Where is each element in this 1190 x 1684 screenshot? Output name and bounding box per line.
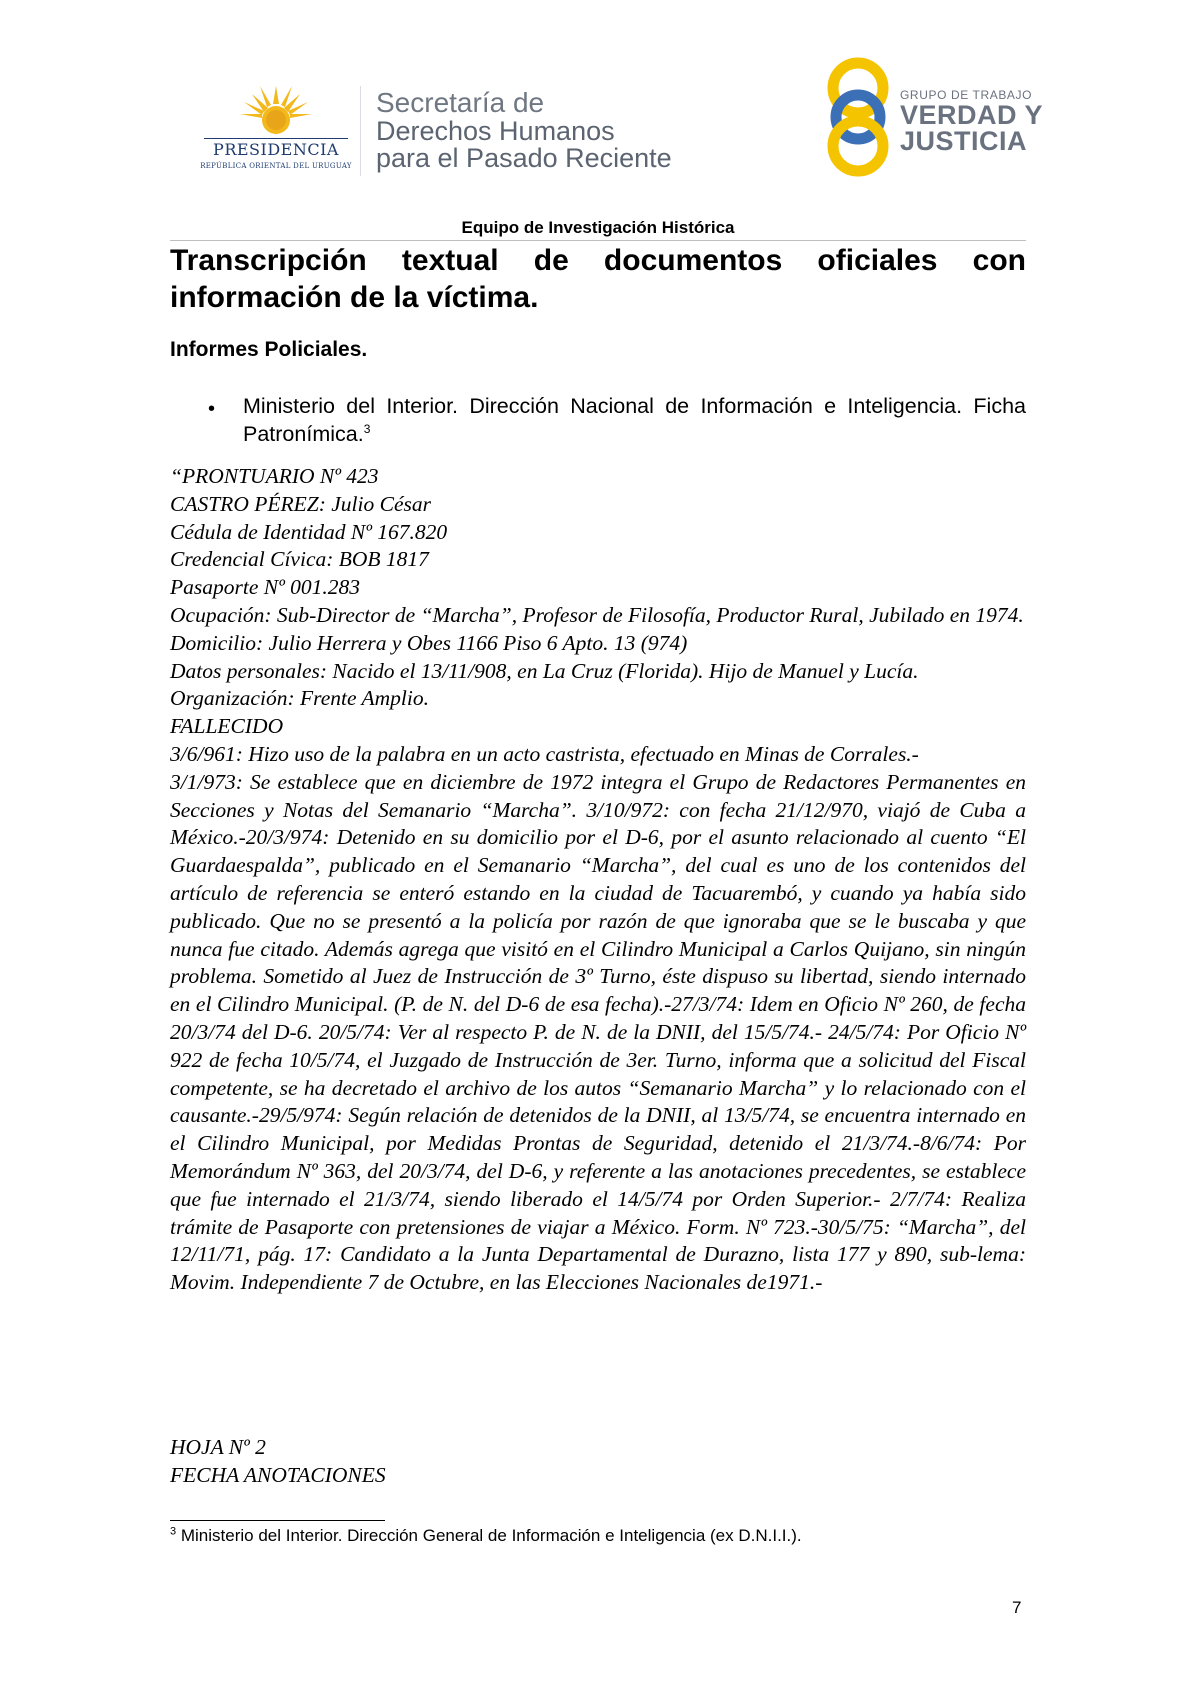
interlocked-rings-icon [822, 54, 894, 180]
transcript-occupation: Ocupación: Sub-Director de “Marcha”, Profesor de Filosofía, Productor Rural, Jubilado en 1974. [170, 602, 1024, 627]
grupo-line3: JUSTICIA [900, 126, 1028, 156]
header-divider [360, 86, 361, 176]
grupo-line2: VERDAD Y [900, 100, 1044, 130]
footnote-reference[interactable]: 3 [363, 421, 371, 436]
hoja-block [170, 1434, 386, 1490]
footnote-rule [170, 1520, 385, 1521]
transcript-line: Credencial Cívica: BOB 1817 [170, 547, 429, 572]
presidencia-title: PRESIDENCIA [213, 140, 339, 159]
transcript-line: Pasaporte Nº 001.283 [170, 575, 361, 600]
bullet-item [243, 392, 1026, 448]
document-title: Transcripción textual de documentos oficiales con información de la víctima. [170, 244, 1026, 314]
hoja-line: HOJA Nº 2 [170, 1435, 266, 1459]
footnote-number: 3 [170, 1525, 177, 1538]
secretaria-line2: Derechos Humanos [376, 116, 615, 146]
transcript-line: Datos personales: Nacido el 13/11/908, en La Cruz (Florida). Hijo de Manuel y Lucía. [170, 658, 919, 683]
hoja-line: FECHA ANOTACIONES [170, 1462, 386, 1487]
secretaria-logotype [376, 88, 672, 172]
presidencia-rule [204, 138, 348, 139]
secretaria-line3: para el Pasado Reciente [376, 143, 672, 173]
bullet-text: Ministerio del Interior. Dirección Nacional de Información e Inteligencia. Ficha Patronímica. [243, 394, 1026, 446]
secretaria-line1: Secretaría de [376, 87, 545, 118]
grupo-trabajo-logotype [900, 88, 1043, 154]
team-heading: Equipo de Investigación Histórica [461, 218, 735, 237]
presidencia-subtitle: REPÚBLICA ORIENTAL DEL URUGUAY [200, 162, 352, 170]
transcript-line: Domicilio: Julio Herrera y Obes 1166 Piso 6 Apto. 13 (974) [170, 630, 688, 655]
section-heading: Informes Policiales. [170, 338, 368, 361]
transcript-paragraph: 3/1/973: Se establece que en diciembre de 1972 integra el Grupo de Redactores Permanentes en Secciones y Notas del Semanario “Marcha”. 3/10/972: con fecha 21/12/970, viajó de Cuba a México.-20/3/974: Detenido en su domicilio por el D-6, por el asunto relacionado al cuento “El Guardaespalda”, publicado en el Semanario “Marcha”, del cual es uno de los contenidos del artículo de referencia se enteró estando en la ciudad de Tacuarembó, y cuando ya había sido publicado. Que no se presentó a la policía por razón de que ignoraba que se le buscaba y que nunca fue citado. Además agrega que visitó en el Cilindro Municipal a Carlos Quijano, sin ningún problema. Sometido al Juez de Instrucción de 3º Turno, éste dispuso su libertad, siendo internado en el Cilindro Municipal. (P. de N. del D-6 de esa fecha).-27/3/74: Idem en Oficio Nº 260, de fecha 20/3/74 del D-6. 20/5/74: Ver al respecto P. de N. de la DNII, del 15/5/74.- 24/5/74: Por Oficio Nº 922 de fecha 10/5/74, el Juzgado de Instrucción de 3er. Turno, informa que a solicitud del Fiscal competente, se ha decretado el archivo de los autos “Semanario Marcha” y lo relacionado con el causante.-29/5/974: Según relación de detenidos de la DNII, al 13/5/74, se encuentra internado en el Cilindro Municipal, por Medidas Prontas de Seguridad, detenido el 21/3/74.-8/6/74: Por Memorándum Nº 363, del 20/3/74, del D-6, y referente a las anotaciones precedentes, se establece que fue internado el 21/3/74, siendo liberado el 14/5/74 por Orden Superior.- 2/7/74: Realiza trámite de Pasaporte con pretensiones de viajar a México. Form. Nº 723.-30/5/75: “Marcha”, del 12/11/71, pág. 17: Candidato a la Junta Departamental de Durazno, lista 177 y 890, sub-lema: Movim. Independiente 7 de Octubre, en las Elecciones Nacionales de1971.- [170, 769, 1026, 1295]
footnote [170, 1526, 802, 1546]
bullet-icon: • [208, 398, 216, 420]
grupo-line1: GRUPO DE TRABAJO [900, 88, 1033, 102]
transcript-line: CASTRO PÉREZ: Julio César [170, 491, 431, 516]
transcript-block [170, 463, 1026, 1297]
transcript-line: Cédula de Identidad Nº 167.820 [170, 519, 448, 544]
page-number: 7 [1012, 1598, 1022, 1617]
sun-emblem-icon [236, 82, 316, 142]
presidencia-logo [196, 82, 356, 178]
transcript-line: FALLECIDO [170, 714, 284, 739]
team-rule [170, 240, 1026, 241]
transcript-line: 3/6/961: Hizo uso de la palabra en un acto castrista, efectuado en Minas de Corrales.- [170, 741, 919, 766]
transcript-line: Organización: Frente Amplio. [170, 686, 429, 711]
transcript-line: “PRONTUARIO Nº 423 [170, 464, 379, 488]
footnote-text: Ministerio del Interior. Dirección General de Información e Inteligencia (ex D.N.I.I.). [180, 1526, 802, 1545]
